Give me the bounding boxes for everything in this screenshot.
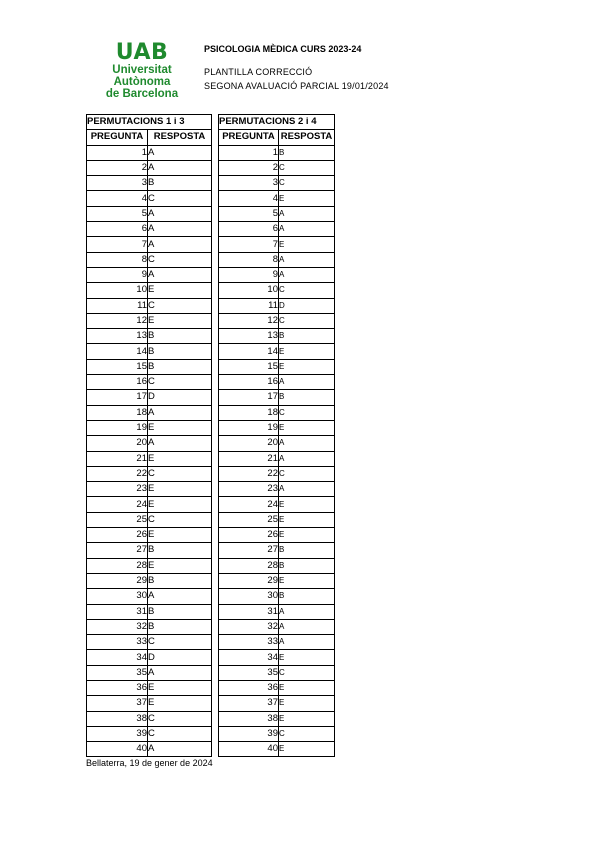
question-number-1: 26 bbox=[87, 528, 148, 543]
answer-1-3: A bbox=[148, 145, 212, 160]
answer-2-4: C bbox=[279, 176, 335, 191]
table-row bbox=[87, 680, 335, 695]
answer-1-3: E bbox=[148, 313, 212, 328]
answer-1-3: A bbox=[148, 237, 212, 252]
answer-2-4: C bbox=[279, 313, 335, 328]
question-number-2: 26 bbox=[219, 528, 279, 543]
answer-2-4: E bbox=[279, 650, 335, 665]
answer-2-4: A bbox=[279, 635, 335, 650]
question-number-2: 21 bbox=[219, 451, 279, 466]
answer-1-3: B bbox=[148, 619, 212, 634]
answer-1-3: A bbox=[148, 222, 212, 237]
question-number-2: 16 bbox=[219, 375, 279, 390]
question-number-1: 18 bbox=[87, 405, 148, 420]
answer-1-3: C bbox=[148, 252, 212, 267]
question-number-2: 3 bbox=[219, 176, 279, 191]
question-number-2: 40 bbox=[219, 742, 279, 757]
answer-2-4: B bbox=[279, 543, 335, 558]
answer-1-3: C bbox=[148, 635, 212, 650]
group-header-row bbox=[87, 115, 335, 130]
table-row bbox=[87, 206, 335, 221]
question-number-1: 15 bbox=[87, 359, 148, 374]
table-row bbox=[87, 619, 335, 634]
table-row bbox=[87, 543, 335, 558]
question-number-2: 34 bbox=[219, 650, 279, 665]
table-row bbox=[87, 160, 335, 175]
uab-logo bbox=[86, 42, 198, 100]
answer-1-3: B bbox=[148, 176, 212, 191]
table-row bbox=[87, 237, 335, 252]
table-row bbox=[87, 497, 335, 512]
table-row bbox=[87, 375, 335, 390]
question-number-1: 16 bbox=[87, 375, 148, 390]
question-number-1: 9 bbox=[87, 267, 148, 282]
question-number-1: 25 bbox=[87, 512, 148, 527]
answer-1-3: A bbox=[148, 665, 212, 680]
footer-place-date: Bellaterra, 19 de gener de 2024 bbox=[86, 758, 213, 768]
question-number-1: 13 bbox=[87, 329, 148, 344]
question-number-1: 38 bbox=[87, 711, 148, 726]
table-row bbox=[87, 482, 335, 497]
answer-1-3: E bbox=[148, 680, 212, 695]
table-row bbox=[87, 267, 335, 282]
answer-1-3: A bbox=[148, 589, 212, 604]
answer-2-4: A bbox=[279, 252, 335, 267]
answer-2-4: E bbox=[279, 237, 335, 252]
question-number-1: 37 bbox=[87, 696, 148, 711]
answer-1-3: A bbox=[148, 267, 212, 282]
question-number-1: 3 bbox=[87, 176, 148, 191]
question-number-1: 31 bbox=[87, 604, 148, 619]
answer-1-3: B bbox=[148, 359, 212, 374]
table-row bbox=[87, 252, 335, 267]
answer-2-4: A bbox=[279, 451, 335, 466]
answer-2-4: E bbox=[279, 711, 335, 726]
answer-1-3: D bbox=[148, 390, 212, 405]
answer-1-3: B bbox=[148, 329, 212, 344]
answer-2-4: C bbox=[279, 283, 335, 298]
answer-1-3: B bbox=[148, 573, 212, 588]
question-number-2: 4 bbox=[219, 191, 279, 206]
question-number-2: 10 bbox=[219, 283, 279, 298]
logo-line-2: de Barcelona bbox=[105, 88, 179, 100]
table-row bbox=[87, 711, 335, 726]
answer-2-4: A bbox=[279, 482, 335, 497]
question-number-2: 1 bbox=[219, 145, 279, 160]
question-number-1: 22 bbox=[87, 466, 148, 481]
table-row bbox=[87, 742, 335, 757]
table-row bbox=[87, 726, 335, 741]
answer-2-4: E bbox=[279, 497, 335, 512]
question-number-1: 40 bbox=[87, 742, 148, 757]
table-row bbox=[87, 359, 335, 374]
question-number-2: 30 bbox=[219, 589, 279, 604]
col-answer-1: RESPOSTA bbox=[148, 130, 212, 145]
question-number-2: 32 bbox=[219, 619, 279, 634]
table-row bbox=[87, 344, 335, 359]
answer-1-3: C bbox=[148, 726, 212, 741]
answer-2-4: A bbox=[279, 267, 335, 282]
table-row bbox=[87, 696, 335, 711]
question-number-1: 29 bbox=[87, 573, 148, 588]
answer-2-4: E bbox=[279, 528, 335, 543]
question-number-2: 8 bbox=[219, 252, 279, 267]
answer-2-4: C bbox=[279, 405, 335, 420]
table-row bbox=[87, 436, 335, 451]
question-number-1: 5 bbox=[87, 206, 148, 221]
answer-2-4: C bbox=[279, 160, 335, 175]
answer-1-3: A bbox=[148, 742, 212, 757]
question-number-1: 11 bbox=[87, 298, 148, 313]
question-number-1: 28 bbox=[87, 558, 148, 573]
table-row bbox=[87, 558, 335, 573]
answer-1-3: E bbox=[148, 558, 212, 573]
answer-2-4: C bbox=[279, 726, 335, 741]
table-row bbox=[87, 589, 335, 604]
col-question-2: PREGUNTA bbox=[219, 130, 279, 145]
answer-2-4: B bbox=[279, 589, 335, 604]
document-subtitle: PLANTILLA CORRECCIÓ bbox=[204, 67, 313, 77]
question-number-1: 24 bbox=[87, 497, 148, 512]
answer-2-4: E bbox=[279, 742, 335, 757]
question-number-1: 7 bbox=[87, 237, 148, 252]
question-number-2: 19 bbox=[219, 420, 279, 435]
answer-2-4: E bbox=[279, 696, 335, 711]
table-row bbox=[87, 528, 335, 543]
answer-2-4: E bbox=[279, 420, 335, 435]
question-number-1: 33 bbox=[87, 635, 148, 650]
table-row bbox=[87, 145, 335, 160]
question-number-2: 23 bbox=[219, 482, 279, 497]
question-number-2: 15 bbox=[219, 359, 279, 374]
answer-2-4: B bbox=[279, 329, 335, 344]
question-number-1: 34 bbox=[87, 650, 148, 665]
document-title: PSICOLOGIA MÈDICA CURS 2023-24 bbox=[204, 44, 362, 54]
group1-title: PERMUTACIONS 1 i 3 bbox=[87, 115, 212, 130]
answer-2-4: E bbox=[279, 680, 335, 695]
answer-2-4: B bbox=[279, 558, 335, 573]
logo-line-1: Universitat Autònoma bbox=[112, 64, 172, 88]
question-number-1: 19 bbox=[87, 420, 148, 435]
answer-key-table bbox=[86, 114, 335, 757]
answer-1-3: B bbox=[148, 344, 212, 359]
answer-1-3: E bbox=[148, 420, 212, 435]
answer-1-3: C bbox=[148, 298, 212, 313]
answer-2-4: A bbox=[279, 604, 335, 619]
answer-1-3: C bbox=[148, 512, 212, 527]
answer-2-4: A bbox=[279, 619, 335, 634]
question-number-2: 29 bbox=[219, 573, 279, 588]
table-row bbox=[87, 604, 335, 619]
answer-2-4: A bbox=[279, 206, 335, 221]
table-row bbox=[87, 635, 335, 650]
question-number-2: 31 bbox=[219, 604, 279, 619]
question-number-1: 14 bbox=[87, 344, 148, 359]
logo-acronym: UAB bbox=[115, 40, 169, 65]
question-number-1: 6 bbox=[87, 222, 148, 237]
question-number-2: 39 bbox=[219, 726, 279, 741]
table-row bbox=[87, 650, 335, 665]
answer-2-4: E bbox=[279, 512, 335, 527]
answer-1-3: C bbox=[148, 191, 212, 206]
question-number-1: 32 bbox=[87, 619, 148, 634]
answer-1-3: A bbox=[148, 160, 212, 175]
question-number-2: 14 bbox=[219, 344, 279, 359]
question-number-2: 35 bbox=[219, 665, 279, 680]
question-number-2: 18 bbox=[219, 405, 279, 420]
table-row bbox=[87, 283, 335, 298]
question-number-1: 30 bbox=[87, 589, 148, 604]
answer-1-3: C bbox=[148, 375, 212, 390]
question-number-2: 24 bbox=[219, 497, 279, 512]
answer-1-3: B bbox=[148, 543, 212, 558]
question-number-2: 6 bbox=[219, 222, 279, 237]
table-row bbox=[87, 329, 335, 344]
question-number-2: 12 bbox=[219, 313, 279, 328]
question-number-2: 20 bbox=[219, 436, 279, 451]
question-number-1: 23 bbox=[87, 482, 148, 497]
answer-1-3: E bbox=[148, 528, 212, 543]
table-row bbox=[87, 405, 335, 420]
answer-1-3: C bbox=[148, 711, 212, 726]
answer-1-3: E bbox=[148, 482, 212, 497]
table-row bbox=[87, 665, 335, 680]
answer-2-4: E bbox=[279, 573, 335, 588]
table-row bbox=[87, 298, 335, 313]
col-answer-2: RESPOSTA bbox=[279, 130, 335, 145]
question-number-2: 2 bbox=[219, 160, 279, 175]
exam-name: SEGONA AVALUACIÓ PARCIAL 19/01/2024 bbox=[204, 81, 389, 91]
answer-2-4: E bbox=[279, 191, 335, 206]
answer-1-3: E bbox=[148, 283, 212, 298]
answer-1-3: B bbox=[148, 604, 212, 619]
table-row bbox=[87, 191, 335, 206]
answer-2-4: A bbox=[279, 436, 335, 451]
question-number-1: 4 bbox=[87, 191, 148, 206]
table-row bbox=[87, 512, 335, 527]
table-row bbox=[87, 390, 335, 405]
answer-2-4: A bbox=[279, 222, 335, 237]
question-number-2: 7 bbox=[219, 237, 279, 252]
question-number-1: 39 bbox=[87, 726, 148, 741]
answer-2-4: C bbox=[279, 665, 335, 680]
answer-1-3: E bbox=[148, 497, 212, 512]
answer-2-4: E bbox=[279, 359, 335, 374]
question-number-1: 10 bbox=[87, 283, 148, 298]
answer-2-4: A bbox=[279, 375, 335, 390]
question-number-2: 13 bbox=[219, 329, 279, 344]
question-number-1: 1 bbox=[87, 145, 148, 160]
answer-2-4: C bbox=[279, 466, 335, 481]
question-number-2: 28 bbox=[219, 558, 279, 573]
question-number-2: 5 bbox=[219, 206, 279, 221]
question-number-1: 21 bbox=[87, 451, 148, 466]
answer-2-4: B bbox=[279, 145, 335, 160]
table-row bbox=[87, 420, 335, 435]
table-row bbox=[87, 222, 335, 237]
table-row bbox=[87, 176, 335, 191]
question-number-1: 12 bbox=[87, 313, 148, 328]
question-number-2: 22 bbox=[219, 466, 279, 481]
answer-1-3: A bbox=[148, 405, 212, 420]
question-number-1: 2 bbox=[87, 160, 148, 175]
answer-2-4: B bbox=[279, 390, 335, 405]
table-row bbox=[87, 466, 335, 481]
question-number-2: 37 bbox=[219, 696, 279, 711]
question-number-2: 25 bbox=[219, 512, 279, 527]
question-number-2: 11 bbox=[219, 298, 279, 313]
question-number-2: 38 bbox=[219, 711, 279, 726]
question-number-1: 27 bbox=[87, 543, 148, 558]
column-header-row bbox=[87, 130, 335, 145]
question-number-1: 20 bbox=[87, 436, 148, 451]
question-number-2: 36 bbox=[219, 680, 279, 695]
question-number-2: 33 bbox=[219, 635, 279, 650]
table-row bbox=[87, 451, 335, 466]
table-row bbox=[87, 573, 335, 588]
answer-2-4: E bbox=[279, 344, 335, 359]
answer-2-4: D bbox=[279, 298, 335, 313]
answer-1-3: D bbox=[148, 650, 212, 665]
question-number-1: 17 bbox=[87, 390, 148, 405]
question-number-1: 36 bbox=[87, 680, 148, 695]
table-row bbox=[87, 313, 335, 328]
question-number-1: 35 bbox=[87, 665, 148, 680]
group2-title: PERMUTACIONS 2 i 4 bbox=[219, 115, 335, 130]
col-question-1: PREGUNTA bbox=[87, 130, 148, 145]
question-number-2: 9 bbox=[219, 267, 279, 282]
answer-1-3: E bbox=[148, 451, 212, 466]
question-number-2: 27 bbox=[219, 543, 279, 558]
answer-1-3: A bbox=[148, 436, 212, 451]
answer-1-3: A bbox=[148, 206, 212, 221]
question-number-1: 8 bbox=[87, 252, 148, 267]
answer-1-3: C bbox=[148, 466, 212, 481]
question-number-2: 17 bbox=[219, 390, 279, 405]
answer-1-3: E bbox=[148, 696, 212, 711]
